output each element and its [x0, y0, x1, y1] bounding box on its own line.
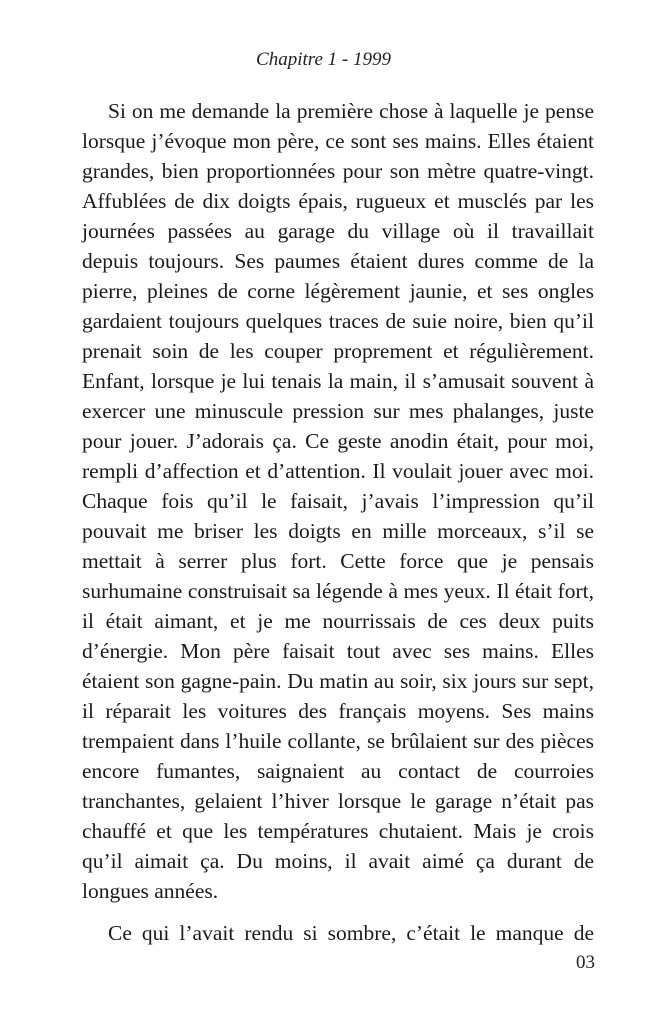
paragraph-1: Si on me demande la première chose à laquelle je pense lorsque j’évoque mon père, ce sont ses mains. Elles étaient grandes, bien proportionnées pour son mètre quatre-vingt. Affublées de dix doigts épais, rugueux et musclés par les journées passées au garage du village où il travaillait depuis toujours. Ses paumes étaient dures comme de la pierre, pleines de corne légèrement jaunie, et ses ongles gardaient toujours quelques traces de suie noire, bien qu’il prenait soin de les couper proprement et régulièrement. Enfant, lorsque je lui tenais la main, il s’amusait souvent à exercer une minuscule pression sur mes phalanges, juste pour jouer. J’adorais ça. Ce geste anodin était, pour moi, rempli d’affection et d’attention. Il voulait jouer avec moi. Chaque fois qu’il le faisait, j’avais l’impression qu’il pouvait me briser les doigts en mille morceaux, s’il se mettait à serrer plus fort. Cette force que je pensais surhumaine construisait sa légende à mes yeux. Il était fort, il était aimant, et je me nourrissais de ces deux puits d’énergie. Mon père faisait tout avec ses mains. Elles étaient son gagne-pain. Du matin au soir, six jours sur sept, il réparait les voitures des français moyens. Ses mains trempaient dans l’huile collante, se brûlaient sur des pièces encore fumantes, saignaient au contact de courroies tranchantes, gelaient l’hiver lorsque le garage n’était pas chauffé et que les températures chutaient. Mais je crois qu’il aimait ça. Du moins, il avait aimé ça durant de longues années. — [82, 99, 594, 903]
running-header: Chapitre 1 - 1999 — [256, 49, 391, 70]
body-text — [82, 96, 594, 948]
page-number: 03 — [576, 952, 595, 973]
paragraph-2: Ce qui l’avait rendu si sombre, c’était le manque de — [108, 921, 594, 945]
